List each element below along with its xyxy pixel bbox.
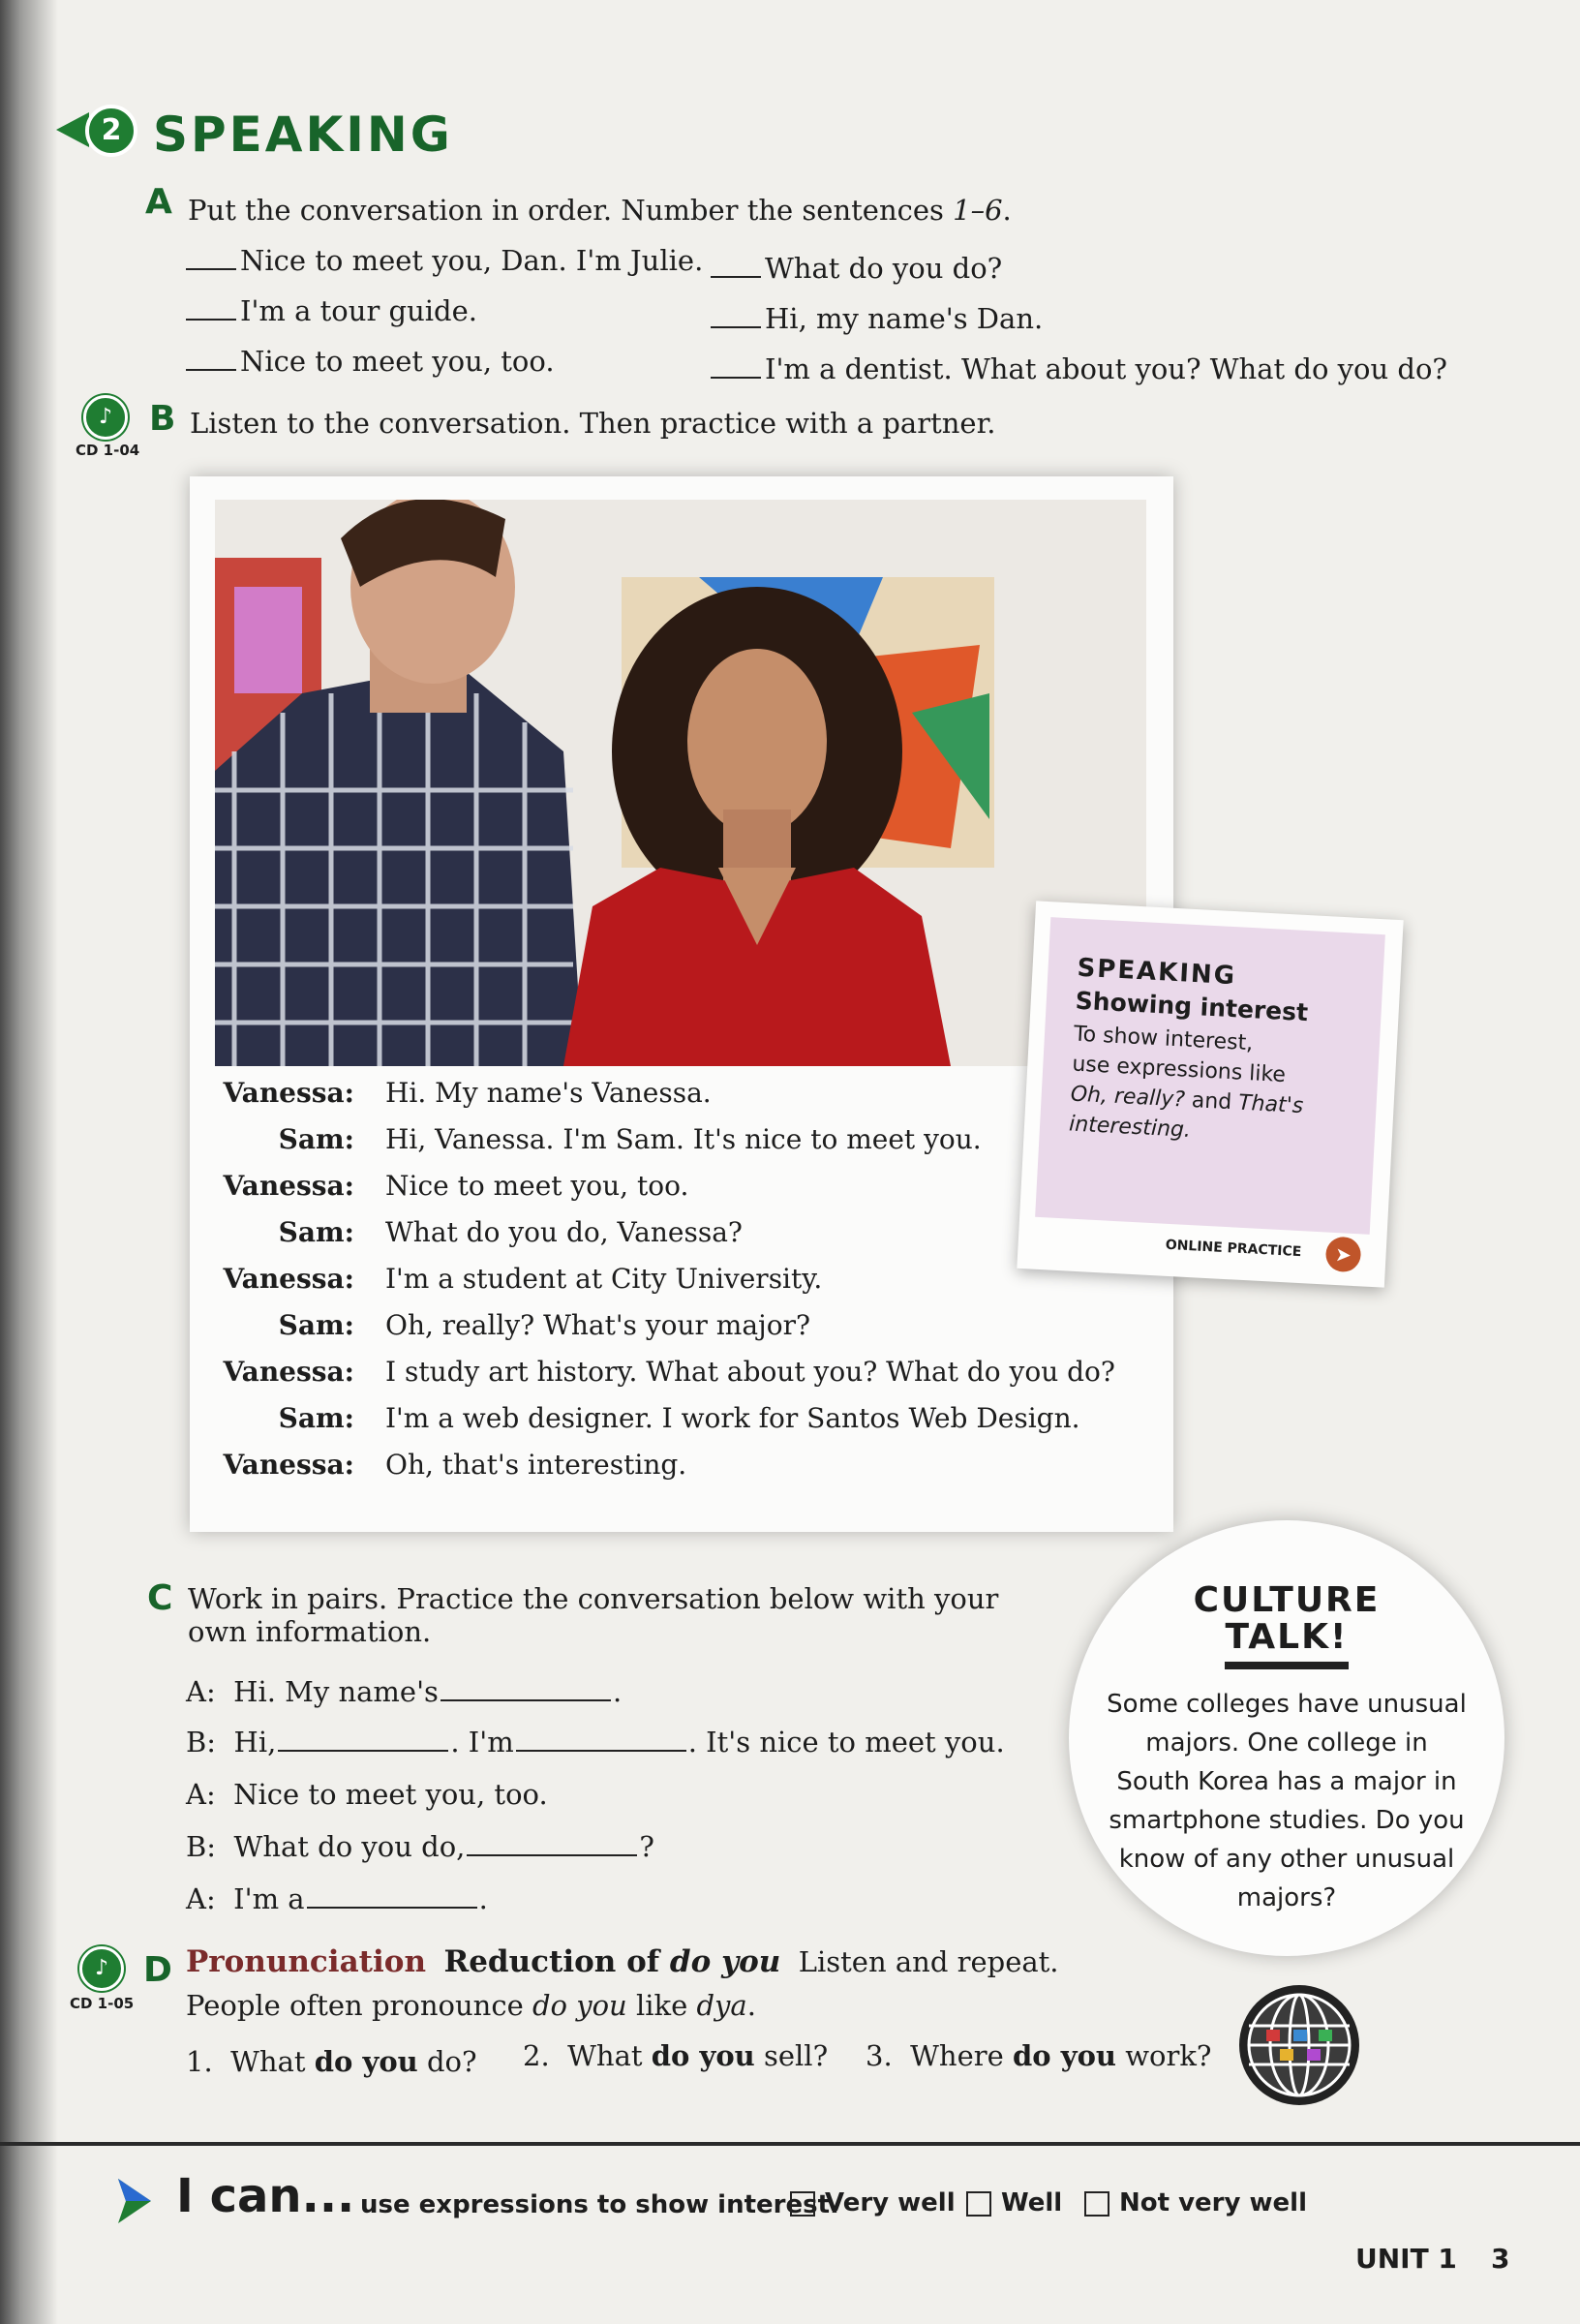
self-assessment-option[interactable]: Not very well xyxy=(1084,2188,1307,2217)
exercise-c-instruction: Work in pairs. Practice the conversation below with your own information. xyxy=(188,1582,999,1648)
answer-blank[interactable] xyxy=(711,276,761,278)
culture-talk-divider xyxy=(1225,1662,1349,1669)
fill-blank[interactable] xyxy=(307,1906,477,1909)
i-can-statement: use expressions to show interest. xyxy=(360,2190,839,2219)
exercise-b-letter: B xyxy=(149,399,176,439)
i-can-title: I can... xyxy=(176,2169,355,2223)
footer-rule xyxy=(0,2142,1580,2146)
exercise-d-letter: D xyxy=(143,1950,172,1990)
exercise-a-item: Nice to meet you, too. xyxy=(186,345,555,378)
practice-line: A: Nice to meet you, too. xyxy=(186,1778,548,1811)
section-badge xyxy=(56,95,134,163)
pronunciation-label: Pronunciation xyxy=(186,1944,426,1979)
section-arrow-icon xyxy=(56,112,89,147)
speaking-tip-panel xyxy=(1035,917,1385,1235)
cd-track-label: CD 1-05 xyxy=(70,1995,135,2012)
checkbox[interactable] xyxy=(966,2191,991,2217)
section-number: 2 xyxy=(85,105,137,157)
exercise-d-heading: Pronunciation Reduction of do you Listen and repeat. xyxy=(186,1944,1059,1979)
pronunciation-item: 2. What do you sell? xyxy=(523,2039,829,2072)
tip-subheading: Showing interest xyxy=(1075,986,1309,1027)
practice-line: A: Hi. My name's . xyxy=(186,1675,623,1708)
pronunciation-item: 1. What do you do? xyxy=(186,2045,477,2078)
unit-label: UNIT 1 xyxy=(1355,2243,1457,2275)
photo-illustration xyxy=(215,500,1146,1066)
answer-blank[interactable] xyxy=(186,268,236,270)
answer-blank[interactable] xyxy=(186,369,236,371)
culture-talk-title: CULTURE TALK! xyxy=(1193,1580,1381,1657)
globe-icon xyxy=(1237,1983,1361,2107)
culture-talk-body: Some colleges have unusual majors. One college in South Korea has a major in smartphone studies. Do you know of any other unusual majors? xyxy=(1107,1690,1467,1912)
exercise-a-item: What do you do? xyxy=(711,252,1002,285)
checkbox[interactable] xyxy=(1084,2191,1109,2217)
page-binding-shadow xyxy=(0,0,58,2324)
self-assessment-option[interactable]: Very well xyxy=(790,2188,956,2217)
tip-body: To show interest, use expressions like Oh, really? and That's interesting. xyxy=(1068,1022,1304,1143)
exercise-a-item: I'm a dentist. What about you? What do you do? xyxy=(711,352,1447,385)
self-assessment-option[interactable]: Well xyxy=(966,2188,1062,2217)
online-practice-label[interactable]: ONLINE PRACTICE xyxy=(1165,1237,1302,1261)
exercise-a-instruction: Put the conversation in order. Number the sentences 1–6. xyxy=(188,194,1012,227)
exercise-c-letter: C xyxy=(147,1578,173,1618)
answer-blank[interactable] xyxy=(711,326,761,328)
audio-icon[interactable]: ♪ xyxy=(79,1946,124,1991)
conversation-photo xyxy=(215,500,1146,1066)
exercise-b-instruction: Listen to the conversation. Then practice with a partner. xyxy=(190,407,996,440)
exercise-a-item: I'm a tour guide. xyxy=(186,294,477,327)
fill-blank[interactable] xyxy=(278,1749,448,1752)
exercise-a-item: Hi, my name's Dan. xyxy=(711,302,1043,335)
section-title: SPEAKING xyxy=(153,107,453,163)
fill-blank[interactable] xyxy=(516,1749,686,1752)
audio-icon[interactable]: ♪ xyxy=(83,395,128,440)
checkbox[interactable] xyxy=(790,2191,815,2217)
fill-blank[interactable] xyxy=(467,1853,637,1856)
practice-line: B: Hi, . I'm . It's nice to meet you. xyxy=(186,1726,1005,1758)
answer-blank[interactable] xyxy=(186,319,236,321)
culture-talk-bubble xyxy=(1069,1520,1504,1956)
fill-blank[interactable] xyxy=(441,1698,611,1701)
pronunciation-item: 3. Where do you work? xyxy=(866,2039,1212,2072)
cd-track-label: CD 1-04 xyxy=(76,442,140,459)
answer-blank[interactable] xyxy=(711,377,761,379)
chevron-right-icon xyxy=(116,2177,155,2225)
exercise-a-item: Nice to meet you, Dan. I'm Julie. xyxy=(186,244,703,277)
conversation-card: Vanessa: Hi. My name's Vanessa. Sam: Hi, Vanessa. I'm Sam. It's nice to meet you. Vanessa: Nice to meet you, too. Sam: What do you do, Vanessa? Vanessa: I'm a student at City University. Sam: Oh, really? What's your major? Vanessa: I study art history. What about you? What do you do? Sam: I'm a web designer. I work for Santos Web Design. Vanessa: Oh, that's interesting. xyxy=(190,476,1173,1532)
practice-line: B: What do you do, ? xyxy=(186,1830,654,1863)
exercise-a-letter: A xyxy=(145,182,172,222)
page-number: 3 xyxy=(1491,2243,1510,2275)
speaking-tip-note xyxy=(1017,901,1403,1287)
exercise-d-note: People often pronounce do you like dya. xyxy=(186,1989,756,2022)
cursor-icon[interactable]: ➤ xyxy=(1325,1237,1362,1273)
practice-line: A: I'm a . xyxy=(186,1882,488,1915)
tip-heading: SPEAKING xyxy=(1076,953,1237,992)
